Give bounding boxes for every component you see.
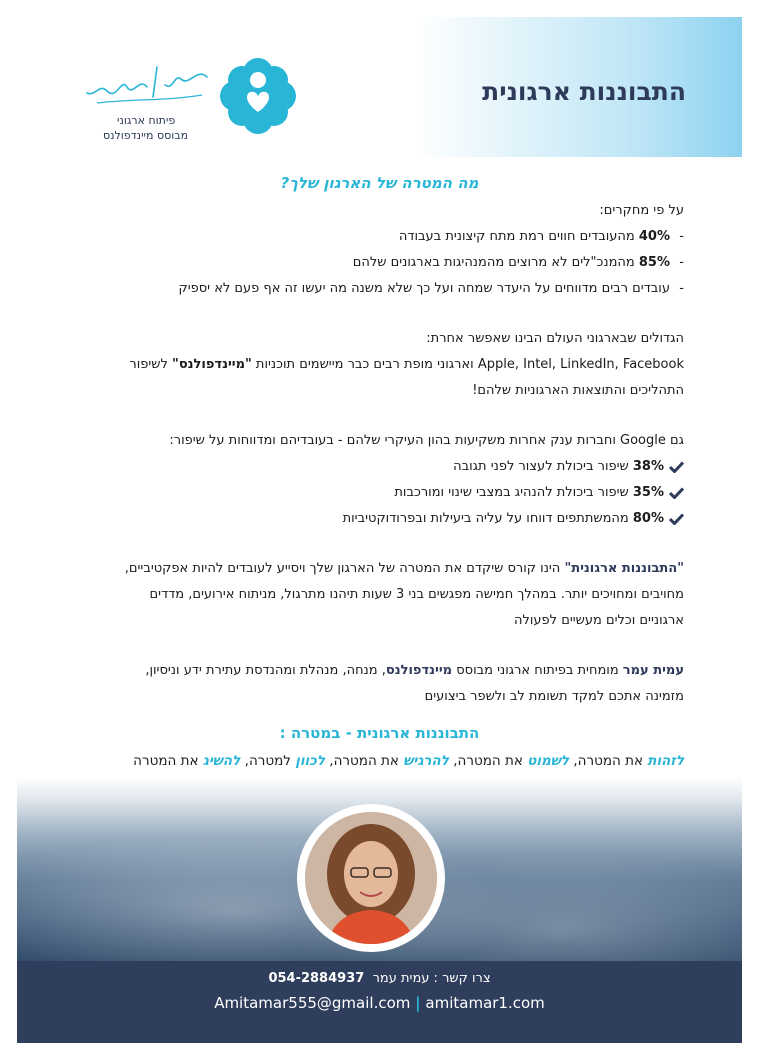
paragraph-line: גם Google וחברות ענק אחרות משקיעות בהון העיקרי שלהם - בעובדיהם ומדווחות על שיפור: [169, 433, 684, 448]
checkmark-icon [669, 513, 684, 525]
flyer-page [17, 17, 742, 1043]
portrait-photo [305, 812, 437, 944]
portrait-frame [297, 804, 445, 952]
paragraph-text: לשיפור [129, 357, 173, 372]
contact-footer [17, 961, 742, 1043]
checkmark-icon [669, 461, 684, 473]
list-item [75, 454, 684, 480]
stat-number: 35% [632, 485, 664, 500]
website-link[interactable]: amitamar1.com [425, 994, 545, 1012]
company-names: Apple, Intel, LinkedIn, Facebook [477, 357, 684, 372]
step-text: את המטרה, [569, 753, 648, 769]
stat-text: מהמשתתפים דווחו על עליה ביעילות ובפרודוקטיביות [342, 511, 633, 526]
checkmark-icon [669, 487, 684, 499]
list-item [75, 276, 684, 302]
section-heading-target: התבוננות ארגונית - במטרה : [279, 724, 480, 742]
logo-subtitle-1: פיתוח ארגוני [117, 114, 176, 127]
step-text: את המטרה, [325, 753, 404, 769]
flower-heart-logo-icon [219, 57, 297, 135]
paragraph-line: התהליכים והתוצאות הארגוניות שלהם! [472, 383, 684, 398]
goal-steps-line [75, 748, 684, 774]
paragraph-text: , מנחה, מנהלת ומהנדסת עתירת ידע וניסיון, [145, 663, 386, 678]
step-word: לשמוט [527, 753, 570, 769]
paragraph-line: מחויבים ומחויכים יותר. במהלך חמישה מפגשים בני 3 שעות תיהנו מתרגול, מניתוח אירועים, מדדים [149, 587, 684, 602]
phone-number[interactable]: 054-2884937 [268, 971, 365, 986]
step-word: לכוון [295, 753, 325, 769]
main-content [75, 174, 684, 774]
paragraph-text: מומחית בפיתוח ארגוני מבוסס [452, 663, 623, 678]
list-item [75, 250, 684, 276]
logo-subtitle-2: מבוסס מיינדפולנס [103, 129, 189, 142]
paragraph-line: ארגוניים וכלים מעשיים לפעולה [514, 613, 684, 628]
paragraph-text: הינו קורס שיקדם את המטרה של הארגון שלך ויסייע לעובדים להיות אפקטיביים, [124, 561, 565, 576]
signature-logo-icon [77, 57, 217, 115]
step-word: להרגיש [403, 753, 449, 769]
paragraph-line [75, 658, 684, 684]
mindfulness-term: מיינדפולנס [385, 663, 453, 678]
page-title: התבוננות ארגונית [482, 77, 686, 106]
author-name: עמית עמר [622, 663, 684, 678]
stat-text: מהעובדים חווים רמת מתח קיצונית בעבודה [398, 229, 639, 244]
links-line [17, 994, 742, 1012]
paragraph-line [75, 352, 684, 378]
paragraph-line [75, 556, 684, 582]
step-word: להשיג [202, 753, 241, 769]
stat-number: 40% [638, 229, 670, 244]
stat-number: 80% [632, 511, 664, 526]
step-text: את המטרה, [448, 753, 528, 769]
step-text: את המטרה [133, 753, 203, 769]
paragraph-line: מזמינה אתכם למקד תשומת לב ולשפר ביצועים [424, 689, 684, 704]
stat-number: 85% [638, 255, 670, 270]
email-link[interactable]: Amitamar555@gmail.com [214, 994, 411, 1012]
list-item [75, 480, 684, 506]
stat-number: 38% [632, 459, 664, 474]
step-text: למטרה, [240, 753, 296, 769]
separator: | [415, 994, 421, 1012]
step-word: לזהות [647, 753, 684, 769]
section-heading-goal: מה המטרה של הארגון שלך? [280, 174, 479, 192]
contact-line [17, 971, 742, 986]
stat-text: עובדים רבים מדווחים על היעדר שמחה ועל כך שלא משנה מה יעשו זה אף פעם לא יספיק [178, 281, 670, 296]
header-banner [17, 17, 742, 157]
stat-text: שיפור ביכולת להנהיג במצבי שינוי ומורכבות [394, 485, 633, 500]
paragraph-text: וארגוני מופת רבים כבר מיישמים תוכניות [251, 357, 478, 372]
course-name: "התבוננות ארגונית" [564, 561, 684, 576]
stat-text: שיפור ביכולת לעצור לפני תגובה [453, 459, 633, 474]
research-intro: על פי מחקרים: [599, 203, 684, 218]
list-item [75, 224, 684, 250]
stat-text: מהמנכ"לים לא מרוצים מהמנהיגות בארגונים שלהם [352, 255, 639, 270]
mindfulness-term: "מיינדפולנס" [172, 357, 252, 372]
contact-label: צרו קשר : עמית עמר [372, 971, 491, 986]
list-item [75, 506, 684, 532]
paragraph-line: הגדולים שבארגוני העולם הבינו שאפשר אחרת: [426, 331, 684, 346]
